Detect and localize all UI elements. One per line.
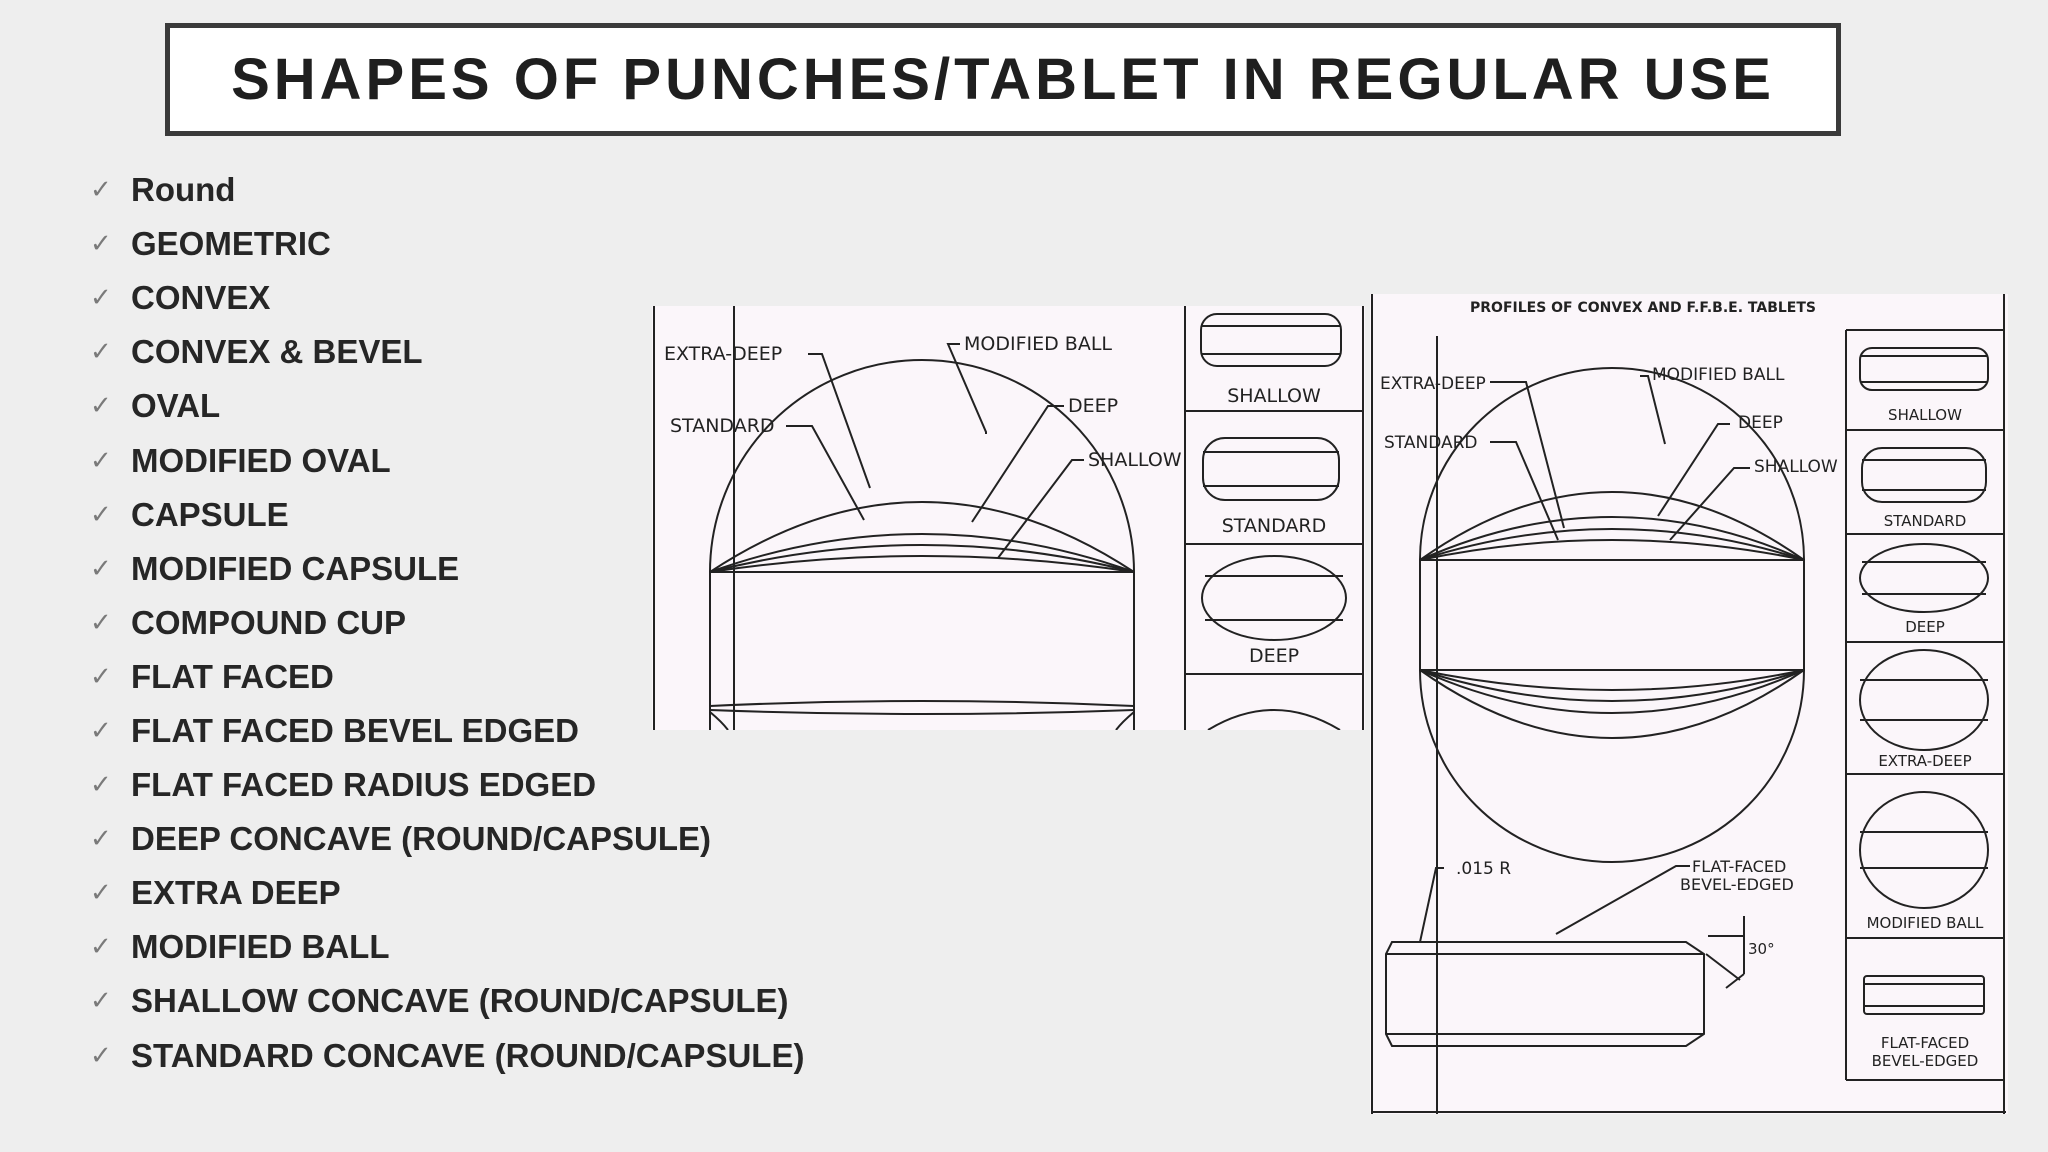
panel-label-shallow-right: SHALLOW (1888, 406, 1962, 424)
check-mark-icon: ✓ (90, 932, 112, 963)
panel-label-shallow: SHALLOW (1227, 385, 1321, 407)
convex-profiles-diagram-left (652, 306, 1365, 730)
bullet-label: SHALLOW CONCAVE (ROUND/CAPSULE) (131, 982, 789, 1020)
bullet-item (90, 866, 804, 920)
label-modified-ball-right: MODIFIED BALL (1652, 365, 1785, 385)
check-mark-icon: ✓ (90, 283, 112, 314)
bullet-label: FLAT FACED RADIUS EDGED (131, 766, 597, 804)
bullet-label: STANDARD CONCAVE (ROUND/CAPSULE) (131, 1036, 805, 1074)
check-mark-icon: ✓ (90, 499, 112, 530)
bullet-label: CONVEX (131, 279, 271, 317)
label-deep-right: DEEP (1738, 413, 1783, 433)
bullet-item (90, 974, 804, 1028)
convex-profiles-figure-left (652, 306, 1365, 730)
panel-label-ffbe-line2: BEVEL-EDGED (1871, 1052, 1979, 1070)
bullet-label: GEOMETRIC (131, 225, 331, 263)
panel-label-standard-right: STANDARD (1883, 512, 1967, 530)
label-ffbe-line1: FLAT-FACED (1692, 857, 1787, 876)
panel-label-extra-deep-right: EXTRA-DEEP (1878, 752, 1972, 770)
panel-label-ffbe-line1: FLAT-FACED (1880, 1034, 1970, 1052)
check-mark-icon: ✓ (90, 1040, 112, 1071)
panel-label-deep-right: DEEP (1905, 618, 1945, 636)
label-extra-deep-right: EXTRA-DEEP (1380, 374, 1486, 394)
bullet-label: MODIFIED OVAL (131, 441, 391, 479)
bullet-item (90, 217, 804, 271)
right-figure-heading: PROFILES OF CONVEX AND F.F.B.E. TABLETS (1470, 300, 1816, 316)
check-mark-icon: ✓ (90, 770, 112, 801)
bullet-item (90, 163, 804, 217)
panel-label-deep: DEEP (1248, 645, 1300, 667)
check-mark-icon: ✓ (90, 715, 112, 746)
label-shallow: SHALLOW (1088, 449, 1182, 471)
check-mark-icon: ✓ (90, 986, 112, 1017)
check-mark-icon: ✓ (90, 824, 112, 855)
bullet-item (90, 920, 804, 974)
label-radius: .015 R (1456, 859, 1512, 879)
convex-profiles-figure-right (1370, 294, 2008, 1114)
bullet-label: FLAT FACED BEVEL EDGED (131, 711, 579, 749)
bullet-label: EXTRA DEEP (131, 874, 341, 912)
label-standard-right: STANDARD (1384, 433, 1478, 453)
label-modified-ball: MODIFIED BALL (964, 333, 1112, 355)
convex-profiles-diagram-right (1370, 294, 2008, 1114)
check-mark-icon: ✓ (90, 553, 112, 584)
bullet-label: MODIFIED CAPSULE (131, 549, 460, 587)
check-mark-icon: ✓ (90, 175, 112, 206)
bullet-label: MODIFIED BALL (131, 928, 390, 966)
label-extra-deep: EXTRA-DEEP (664, 343, 783, 365)
slide-title: SHAPES OF PUNCHES/TABLET IN REGULAR USE (231, 47, 1775, 112)
check-mark-icon: ✓ (90, 445, 112, 476)
check-mark-icon: ✓ (90, 229, 112, 260)
bullet-label: COMPOUND CUP (131, 603, 407, 641)
bullet-item (90, 1029, 804, 1083)
bullet-label: DEEP CONCAVE (ROUND/CAPSULE) (131, 820, 711, 858)
check-mark-icon: ✓ (90, 661, 112, 692)
label-deep: DEEP (1068, 395, 1119, 417)
title-box (165, 23, 1841, 136)
bullet-label: CAPSULE (131, 495, 289, 533)
bullet-label: FLAT FACED (131, 657, 334, 695)
panel-label-standard: STANDARD (1221, 515, 1327, 537)
bullet-label: Round (131, 171, 236, 209)
bullet-label: CONVEX & BEVEL (131, 333, 423, 371)
bullet-item (90, 812, 804, 866)
bullet-label: OVAL (131, 387, 221, 425)
check-mark-icon: ✓ (90, 337, 112, 368)
label-shallow-right: SHALLOW (1754, 457, 1838, 477)
check-mark-icon: ✓ (90, 878, 112, 909)
label-standard: STANDARD (670, 415, 775, 437)
check-mark-icon: ✓ (90, 391, 112, 422)
bullet-item (90, 758, 804, 812)
check-mark-icon: ✓ (90, 607, 112, 638)
label-angle: 30° (1748, 940, 1775, 958)
label-ffbe-line2: BEVEL-EDGED (1680, 875, 1794, 894)
panel-label-modified-ball-right: MODIFIED BALL (1866, 914, 1984, 932)
